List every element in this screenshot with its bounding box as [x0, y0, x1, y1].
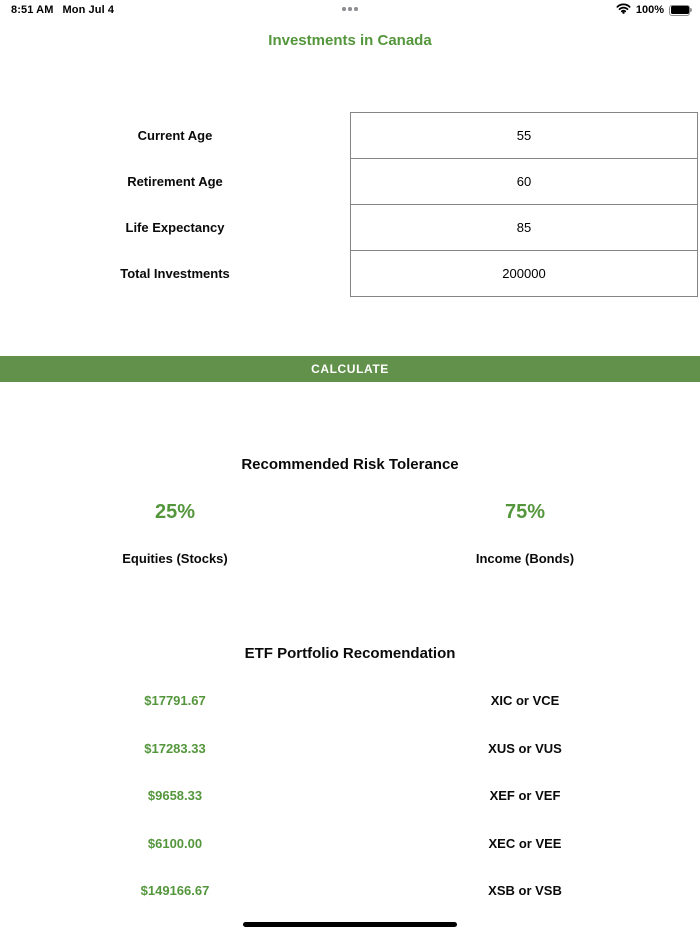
etf-amount: $9658.33 [147, 788, 203, 804]
etf-list [0, 677, 700, 915]
retirement-age-field[interactable] [350, 158, 698, 205]
income-percent: 75% [504, 501, 546, 523]
etf-ticker: XEC or VEE [488, 835, 562, 851]
risk-percent-row [0, 501, 700, 524]
battery-percent-label: 100% [635, 4, 664, 16]
etf-row [0, 867, 700, 915]
total-investments-field[interactable] [350, 250, 698, 297]
status-indicators [616, 3, 692, 17]
etf-ticker: XEF or VEF [489, 788, 561, 804]
calculate-button[interactable]: CALCULATE [0, 356, 700, 382]
etf-ticker: XUS or VUS [488, 740, 562, 756]
etf-amount: $17283.33 [144, 740, 206, 756]
etf-ticker: XSB or VSB [488, 883, 562, 899]
battery-icon [669, 5, 692, 16]
etf-amount: $6100.00 [147, 835, 203, 851]
retirement-age-label: Retirement Age [127, 174, 223, 189]
etf-row [0, 677, 700, 725]
input-form [0, 112, 700, 297]
current-age-label: Current Age [137, 128, 213, 143]
etf-row [0, 820, 700, 868]
etf-heading: ETF Portfolio Recomendation [244, 645, 456, 662]
etf-row [0, 772, 700, 820]
page-title: Investments in Canada [268, 32, 432, 49]
income-label: Income (Bonds) [475, 551, 575, 566]
form-row-total-investments [0, 250, 700, 297]
equities-percent: 25% [154, 501, 196, 523]
current-age-field[interactable] [350, 112, 698, 159]
status-bar [0, 0, 700, 22]
wifi-icon [616, 3, 631, 17]
equities-label: Equities (Stocks) [122, 551, 228, 566]
total-investments-label: Total Investments [120, 266, 230, 281]
risk-tolerance-heading: Recommended Risk Tolerance [241, 456, 459, 473]
etf-ticker: XIC or VCE [490, 693, 560, 709]
home-indicator[interactable] [243, 922, 457, 927]
etf-amount: $149166.67 [140, 883, 210, 899]
form-row-retirement-age [0, 158, 700, 205]
life-expectancy-field[interactable] [350, 204, 698, 251]
etf-row [0, 725, 700, 773]
status-date: Mon Jul 4 [62, 4, 115, 16]
life-expectancy-label: Life Expectancy [125, 220, 225, 235]
risk-label-row [0, 551, 700, 566]
etf-amount: $17791.67 [144, 693, 206, 709]
form-row-life-expectancy [0, 204, 700, 251]
form-row-current-age [0, 112, 700, 159]
status-time: 8:51 AM [11, 4, 54, 16]
multitask-dots-icon[interactable] [0, 7, 700, 11]
